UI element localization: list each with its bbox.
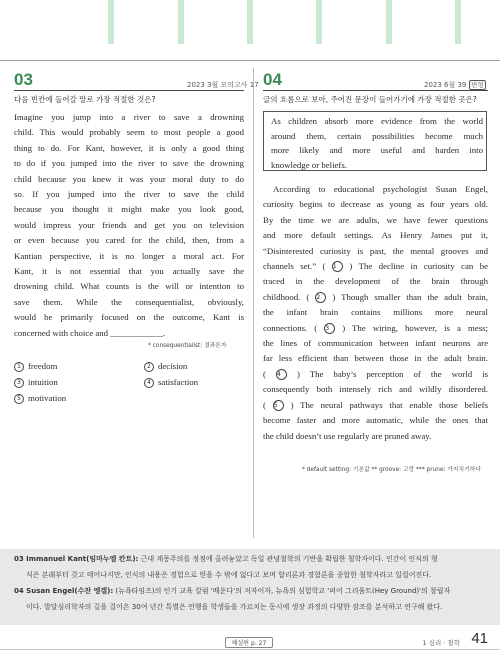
passage-line: thing to do. For Kant, however, it is only a good thing (14, 142, 244, 153)
passage-line: save them. While the consequentialist, obviously, (14, 296, 244, 307)
passage-line: concerned with choice and ____________. (14, 327, 166, 338)
choice-number-5: 5 (14, 394, 24, 404)
choice-4[interactable] (144, 377, 198, 388)
question-source: 2023 3월 모의고사 17 (187, 81, 259, 89)
passage-line: so. If you jumped into the river to save the child (14, 189, 244, 200)
passage-line (263, 305, 488, 320)
question-source-text: 2023 6월 39 (424, 81, 467, 89)
passage-text: ) The baby’s perception of the world is (296, 368, 489, 379)
passage-line: because you thought it might make you look good, (14, 204, 244, 215)
passage-text: consequently both intensely rich and wildly disordered. (263, 384, 488, 395)
choice-number-2: 2 (144, 362, 154, 372)
passage-text: become faster and more automatic, while the ones that (263, 415, 488, 426)
chapter-tab-strip (0, 0, 500, 62)
passage-line (263, 336, 488, 351)
footer-rule (0, 649, 500, 650)
choice-3[interactable] (14, 377, 58, 388)
choice-text: decision (158, 361, 188, 371)
passage-text: the child doesn’t use regularly are pruned away. (263, 430, 432, 441)
choice-2[interactable] (144, 361, 187, 372)
given-line: around them, certain possibilities become much (271, 130, 483, 141)
choice-number-4: 4 (144, 378, 154, 388)
passage-line: to do if you jumped into the river to save the drowning (14, 158, 244, 169)
passage-line (263, 213, 488, 228)
passage-text: childhood. ( (263, 291, 310, 302)
insertion-marker-1[interactable]: 1 (332, 261, 343, 272)
passage-line (263, 321, 488, 336)
page-number: 41 (471, 630, 488, 647)
question-number: 03 (14, 70, 33, 89)
passage-text: “Disinterested curiosity is past, the mental grooves and (263, 245, 488, 256)
footnote-q04: * default setting: 기본값 ** groove: 고랑 *** prune: 가지치기하다 (302, 467, 481, 473)
given-sentence (271, 114, 483, 172)
passage-line: or even because you cared for the child, then, from a (14, 235, 244, 246)
passage-text: ( (263, 399, 266, 410)
passage-text: the infant brain contains millions more neural (263, 307, 488, 318)
passage-text: ) The neural pathways that enable those beliefs (290, 399, 488, 410)
question-prompt: 다음 빈칸에 들어갈 말로 가장 적절한 것은? (14, 95, 156, 104)
note-kant-label: 03 Immanuel Kant(임마누엘 칸트): (14, 555, 139, 563)
section-label: 1 심리 · 철학 (422, 639, 460, 647)
given-line: knowledge or beliefs. (271, 159, 347, 170)
passage-text: curiosity begins to decrease as young as four years old. (263, 199, 488, 210)
note-engel-cont: 이다. 발달심리학자의 길을 걸어온 30여 년간 특별은 언행을 학생들을 가르치는 동시에 생장 과정의 다양한 잠조를 분석하고 연구해 왔다. (26, 603, 443, 611)
passage-line: drowning child. What counts is the will or intention to (14, 281, 244, 292)
insertion-marker-5[interactable]: 5 (273, 400, 284, 411)
choice-number-3: 3 (14, 378, 24, 388)
passage-line (263, 274, 488, 289)
insertion-marker-3[interactable]: 3 (324, 323, 335, 334)
passage-text: ) The decline in curiosity can be (349, 261, 489, 272)
passage-line (263, 182, 488, 197)
passage-line: Kantian perspective, it is no longer a moral act. For (14, 250, 244, 261)
passage-line (263, 244, 488, 259)
passage-text: and more default settings. As Henry James put it, (263, 230, 488, 241)
passage-text: the lines of communication between infant neurons are (263, 338, 488, 349)
passage-text: connections. ( (263, 322, 318, 333)
passage-line (263, 351, 488, 366)
passage-line (263, 259, 488, 274)
passage-line (263, 290, 488, 305)
variant-badge: 변형 (469, 80, 487, 90)
passage-line: would impress your friends and get you on television (14, 219, 244, 230)
passage-text: ) The wiring, however, is a mess; (342, 322, 488, 333)
chapter-tab (108, 0, 114, 44)
question-rule (263, 90, 488, 91)
choice-5[interactable] (14, 393, 66, 404)
passage-text: far less efficient than between those in the adult brain. (263, 353, 488, 364)
question-source (424, 80, 486, 90)
question-prompt: 글의 흐름으로 보아, 주어진 문장이 들어가기에 가장 적절한 곳은? (263, 95, 477, 104)
passage-text: channels set.” ( (263, 261, 326, 272)
note-engel-text: (뉴욕타임즈)의 인기 교육 칼럼 '배운다'의 저자이자, 뉴욕의 심험학교 '퍼어 그리움트(Hey Ground)'의 창립자 (113, 587, 451, 595)
choice-text: intuition (28, 377, 58, 387)
choice-text: satisfaction (158, 377, 199, 387)
passage-line (263, 197, 488, 212)
question-number: 04 (263, 70, 282, 89)
answer-key-tag: 해설편 p. 27 (225, 637, 273, 648)
passage-q04 (263, 182, 488, 444)
given-line: As children absorb more evidence from the world (271, 116, 483, 126)
choice-number-1: 1 (14, 362, 24, 372)
choice-1[interactable] (14, 361, 57, 372)
note-kant (14, 554, 490, 564)
choice-text: freedom (28, 361, 58, 371)
passage-text: ( (263, 368, 266, 379)
passage-line (263, 413, 488, 428)
passage-q03 (14, 110, 244, 341)
passage-text: According to educational psychologist Susan Engel, (273, 184, 488, 194)
passage-line (263, 382, 488, 397)
column-divider (253, 68, 254, 538)
footnote-q03: * consequentialist: 결과론자 (148, 343, 227, 349)
note-engel-label: 04 Susan Engel(수잔 엥겔): (14, 587, 114, 595)
passage-line: child. This would probably seem to most people a good (14, 127, 244, 138)
passage-line (263, 228, 488, 243)
chapter-tab (455, 0, 461, 44)
passage-line: would be primarily focused on the outcome, Kant is (14, 312, 244, 323)
passage-line: child because you knew it was your moral duty to do (14, 173, 244, 184)
passage-line (263, 429, 488, 444)
given-line: more likely and more useful and harden into (271, 145, 483, 155)
passage-line (263, 398, 488, 413)
chapter-tab (386, 0, 392, 44)
passage-line (263, 367, 488, 382)
insertion-marker-4[interactable]: 4 (276, 369, 287, 380)
passage-text: traced in the development of the brain through (263, 276, 488, 287)
choice-text: motivation (28, 393, 67, 403)
header-rule (0, 60, 500, 61)
chapter-tab (316, 0, 322, 44)
note-kant-cont: 식은 본래부터 갖고 태어나지만, 인식의 내용은 경험으로 얻을 수 밖에 없다고 보며 합리론과 경험론을 종합한 철학자라고 일컬어진다. (26, 571, 432, 579)
chapter-tab (247, 0, 253, 44)
note-engel (14, 586, 490, 596)
insertion-marker-2[interactable]: 2 (315, 292, 326, 303)
passage-text: By the time we are adults, we have fewer questions (263, 214, 488, 225)
chapter-tab (178, 0, 184, 44)
passage-line: Imagine you jump into a river to save a drowning (14, 112, 244, 122)
passage-text: ) Though smaller than the adult brain, (332, 291, 489, 302)
question-rule (14, 90, 244, 91)
passage-line: Kant, it is not essential that you actually save the (14, 266, 244, 277)
note-kant-text: 근대 계몽주의를 정점에 올려놓았고 독일 관념철학의 기반을 확립한 철학자이다. 인간이 인식의 형 (138, 555, 438, 563)
